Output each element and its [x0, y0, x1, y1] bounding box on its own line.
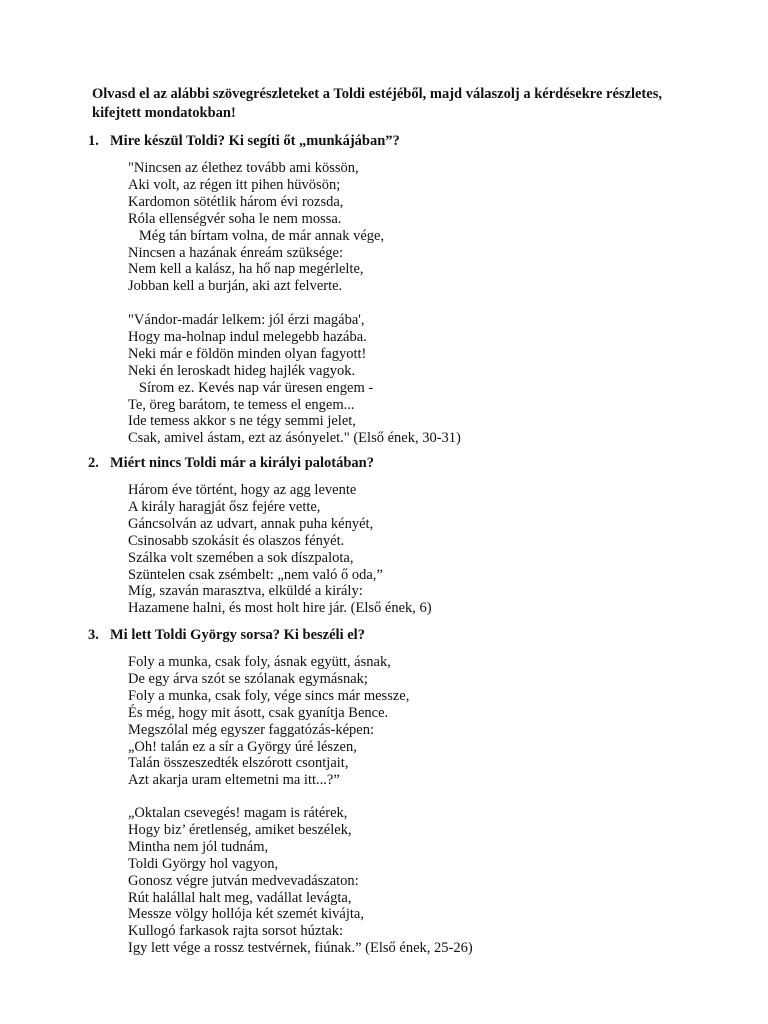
poem-line: Csinosabb szokásit és olaszos fényét. — [128, 532, 345, 549]
poem-line: Te, öreg barátom, te temess el engem... — [128, 396, 355, 413]
poem-line: Kullogó farkasok rajta sorsot húztak: — [128, 923, 344, 940]
poem-line: Neki már e földön minden olyan fagyott! — [128, 345, 367, 362]
poem-line: Csak, amivel ástam, ezt az ásónyelet." (Első ének, 30-31) — [128, 430, 461, 447]
poem-stanza — [128, 654, 409, 789]
poem-line: „Oh! talán ez a sír a György úré lészen, — [128, 738, 357, 755]
question-text: Miért nincs Toldi már a királyi palotában? — [110, 455, 374, 471]
poem-line: Még tán bírtam volna, de már annak vége, — [128, 227, 385, 244]
poem-line: Mintha nem jól tudnám, — [128, 838, 269, 855]
poem-stanza — [128, 312, 461, 447]
poem-stanza — [128, 482, 432, 617]
question-text: Mire készül Toldi? Ki segíti őt „munkájában”? — [110, 133, 400, 149]
question-number: 1. — [88, 133, 99, 149]
poem-line: Azt akarja uram eltemetni ma itt...?” — [128, 772, 340, 789]
poem-line: Három éve történt, hogy az agg levente — [128, 482, 357, 498]
question-number: 3. — [88, 627, 99, 643]
poem-line: Jobban kell a burján, aki azt felverte. — [128, 278, 343, 295]
instruction-text: Olvasd el az alábbi szövegrészleteket a Toldi estéjéből, majd válaszolj a kérdésekre részletes, kifejtett mondatokban! — [92, 86, 662, 121]
poem-line: Megszólal még egyszer faggatózás-képen: — [128, 721, 374, 738]
question-1 — [88, 133, 400, 150]
poem-line: Neki én leroskadt hideg hajlék vagyok. — [128, 362, 356, 379]
poem-line: És még, hogy mit ásott, csak gyanítja Bence. — [128, 704, 389, 721]
poem-line: Igy lett vége a rossz testvérnek, fiúnak.” (Első ének, 25-26) — [128, 940, 473, 957]
poem-stanza — [128, 805, 473, 957]
poem-line: Talán összeszedték elszórott csontjait, — [128, 755, 349, 772]
poem-line: „Oktalan csevegés! magam is rátérek, — [128, 805, 348, 821]
poem-line: Hazamene halni, és most holt hire jár. (Első ének, 6) — [128, 600, 432, 617]
poem-line: Foly a munka, csak foly, vége sincs már messze, — [128, 687, 410, 704]
poem-line: Hogy ma-holnap indul melegebb hazába. — [128, 328, 367, 345]
poem-line: A király haragját ősz fejére vette, — [128, 498, 321, 515]
poem-line: Szálka volt szemében a sok díszpalota, — [128, 549, 354, 566]
poem-line: Míg, szaván marasztva, elküldé a király: — [128, 583, 363, 600]
poem-line: Róla ellenségvér soha le nem mossa. — [128, 210, 342, 227]
poem-line: Rút halállal halt meg, vadállat levágta, — [128, 889, 352, 906]
poem-line: Hogy biz’ éretlenség, amiket beszélek, — [128, 821, 352, 838]
poem-line: De egy árva szót se szólanak egymásnak; — [128, 670, 368, 687]
poem-line: Toldi György hol vagyon, — [128, 855, 279, 872]
poem-line: Kardomon sötétlik három évi rozsda, — [128, 193, 344, 210]
poem-line: Gáncsolván az udvart, annak puha kényét, — [128, 515, 374, 532]
poem-line: Foly a munka, csak foly, ásnak együtt, ásnak, — [128, 654, 391, 670]
poem-line: Nem kell a kalász, ha hő nap megérlelte, — [128, 261, 364, 278]
poem-line: Sírom ez. Kevés nap vár üresen engem - — [128, 379, 374, 396]
poem-line: Aki volt, az régen itt pihen hüvösön; — [128, 176, 341, 193]
question-text: Mi lett Toldi György sorsa? Ki beszéli el? — [110, 627, 365, 643]
poem-line: "Nincsen az élethez tovább ami kössön, — [128, 160, 359, 176]
poem-line: Szüntelen csak zsémbelt: „nem való ő oda,” — [128, 566, 383, 583]
question-3 — [88, 627, 365, 644]
poem-stanza — [128, 160, 384, 295]
question-number: 2. — [88, 455, 99, 471]
poem-line: Ide temess akkor s ne tégy semmi jelet, — [128, 413, 356, 430]
poem-line: "Vándor-madár lelkem: jól érzi magába', — [128, 312, 365, 328]
poem-line: Nincsen a hazának énreám szüksége: — [128, 244, 343, 261]
poem-line: Gonosz végre jutván medvevadászaton: — [128, 872, 359, 889]
poem-line: Messze völgy hollója két szemét kivájta, — [128, 906, 364, 923]
question-2 — [88, 455, 374, 472]
